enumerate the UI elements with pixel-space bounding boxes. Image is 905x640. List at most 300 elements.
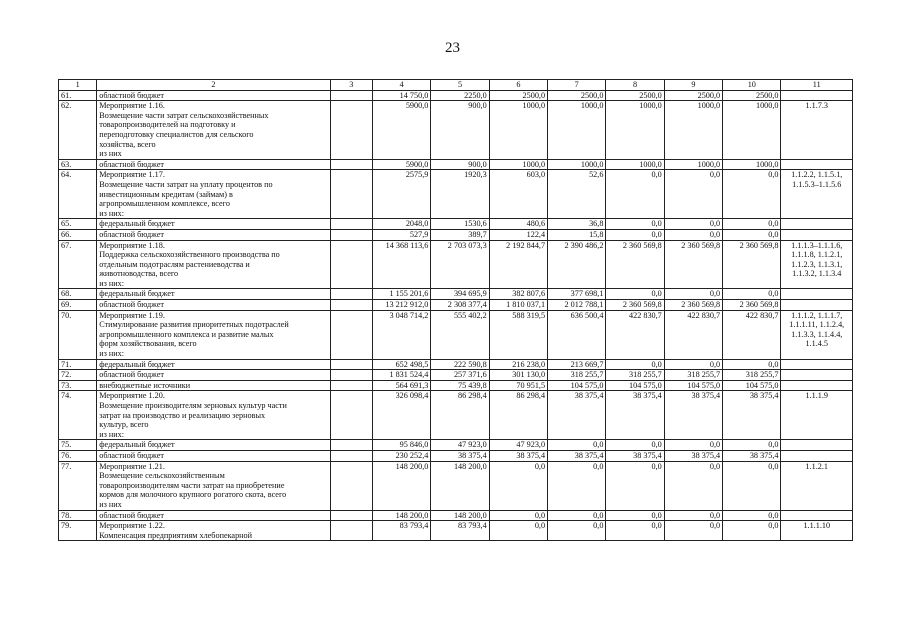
activity-name-cell [97,310,330,359]
header-cell: 10 [723,80,781,91]
target-indicator-cell [781,450,853,461]
amount-cell: 318 255,7 [548,370,606,381]
header-cell: 7 [548,80,606,91]
amount-cell: 47 923,0 [431,440,489,451]
amount-cell: 0,0 [664,170,722,219]
activity-name-line: агропромышленном комплексе, всего [99,199,230,209]
activity-name-line: Стимулирование развития приоритетных подотраслей [99,320,289,330]
target-indicator-line: 1.1.2.3, 1.1.3.1, [791,259,843,269]
activity-name-line: из них: [99,208,125,218]
amount-cell: 1000,0 [664,101,722,160]
amount-cell: 0,0 [664,440,722,451]
target-indicator-cell [781,440,853,451]
activity-name-line: областной бюджет [99,450,164,460]
row-number-cell: 76. [59,450,97,461]
target-indicator-line: 1.1.7.3 [805,101,828,111]
amount-cell: 38 375,4 [489,450,547,461]
table-row [59,229,853,240]
activity-name-line: Возмещение части затрат на уплату процентов по [99,179,273,189]
amount-cell: 1000,0 [723,159,781,170]
activity-name-cell [97,391,330,440]
target-indicator-line: 1.1.5.3–1.1.5.6 [792,179,842,189]
activity-name-line: областной бюджет [99,159,164,169]
amount-cell: 0,0 [664,289,722,300]
activity-name-line: из них: [99,429,125,439]
amount-cell: 301 130,0 [489,370,547,381]
column-3-cell [330,90,372,101]
activity-name-cell [97,440,330,451]
activity-name-line: Возмещение сельскохозяйственным [99,471,225,481]
amount-cell: 318 255,7 [606,370,664,381]
amount-cell: 652 498,5 [372,359,430,370]
column-3-cell [330,240,372,289]
amount-cell: 0,0 [606,510,664,521]
activity-name-line: форм хозяйствования, всего [99,339,197,349]
target-indicator-cell [781,380,853,391]
activity-name-line: Мероприятие 1.22. [99,521,165,531]
amount-cell: 0,0 [606,461,664,510]
amount-cell: 83 793,4 [431,521,489,541]
target-indicator-line: 1.1.4.5 [805,339,828,349]
amount-cell: 75 439,8 [431,380,489,391]
activity-name-line: федеральный бюджет [99,359,175,369]
amount-cell: 0,0 [664,219,722,230]
amount-cell: 5900,0 [372,101,430,160]
column-3-cell [330,370,372,381]
activity-name-line: Поддержка сельскохозяйственного производства по [99,250,280,260]
amount-cell: 2575,9 [372,170,430,219]
amount-cell: 0,0 [723,461,781,510]
column-3-cell [330,229,372,240]
row-number-cell: 61. [59,90,97,101]
activity-name-line: областной бюджет [99,510,164,520]
amount-cell: 1000,0 [606,159,664,170]
amount-cell: 603,0 [489,170,547,219]
row-number-cell: 65. [59,219,97,230]
table-row [59,461,853,510]
amount-cell: 0,0 [606,359,664,370]
amount-cell: 86 298,4 [489,391,547,440]
amount-cell: 2 360 569,8 [606,240,664,289]
row-number-cell: 69. [59,300,97,311]
amount-cell: 1000,0 [664,159,722,170]
header-cell: 4 [372,80,430,91]
target-indicator-line: 1.1.1.9 [805,391,828,401]
activity-name-line: из них [99,149,122,159]
activity-name-line: Компенсация предприятиям хлебопекарной [99,530,253,540]
column-3-cell [330,450,372,461]
amount-cell: 2 360 569,8 [606,300,664,311]
activity-name-line: Мероприятие 1.21. [99,461,165,471]
amount-cell: 38 375,4 [664,450,722,461]
amount-cell: 2 390 486,2 [548,240,606,289]
amount-cell: 0,0 [723,359,781,370]
target-indicator-cell [781,370,853,381]
activity-name-cell [97,380,330,391]
activity-name-line: Мероприятие 1.20. [99,391,165,401]
amount-cell: 38 375,4 [606,391,664,440]
column-3-cell [330,219,372,230]
row-number-cell: 62. [59,101,97,160]
activity-name-line: областной бюджет [99,370,164,380]
table-row [59,380,853,391]
amount-cell: 1000,0 [548,101,606,160]
amount-cell: 0,0 [606,219,664,230]
activity-name-line: Мероприятие 1.17. [99,170,165,180]
target-indicator-line: 1.1.2.2, 1.1.5.1, [791,170,843,180]
amount-cell: 1 810 037,1 [489,300,547,311]
header-cell: 8 [606,80,664,91]
amount-cell: 0,0 [664,521,722,541]
activity-name-line: областной бюджет [99,229,164,239]
header-cell: 11 [781,80,853,91]
amount-cell: 0,0 [723,440,781,451]
amount-cell: 15,8 [548,229,606,240]
amount-cell: 83 793,4 [372,521,430,541]
amount-cell: 47 923,0 [489,440,547,451]
amount-cell: 3 048 714,2 [372,310,430,359]
row-number-cell: 66. [59,229,97,240]
target-indicator-cell [781,300,853,311]
table-body [59,80,853,541]
target-indicator-line: 1.1.1.8, 1.1.2.1, [791,250,843,260]
amount-cell: 0,0 [606,521,664,541]
activity-name-cell [97,370,330,381]
table-row [59,370,853,381]
activity-name-cell [97,289,330,300]
column-3-cell [330,380,372,391]
amount-cell: 38 375,4 [723,450,781,461]
amount-cell: 0,0 [723,521,781,541]
amount-cell: 636 500,4 [548,310,606,359]
row-number-cell: 74. [59,391,97,440]
activity-name-line: Мероприятие 1.18. [99,240,165,250]
amount-cell: 257 371,6 [431,370,489,381]
column-3-cell [330,461,372,510]
table-row [59,219,853,230]
amount-cell: 0,0 [723,219,781,230]
amount-cell: 38 375,4 [548,450,606,461]
amount-cell: 2 012 788,1 [548,300,606,311]
table-row [59,440,853,451]
page-number: 23 [445,40,460,56]
amount-cell: 2 360 569,8 [723,240,781,289]
activity-name-cell [97,170,330,219]
activity-name-line: областной бюджет [99,90,164,100]
row-number-cell: 64. [59,170,97,219]
amount-cell: 148 200,0 [372,461,430,510]
column-3-cell [330,391,372,440]
amount-cell: 0,0 [489,510,547,521]
activity-name-line: областной бюджет [99,300,164,310]
header-cell: 1 [59,80,97,91]
amount-cell: 2 360 569,8 [664,300,722,311]
target-indicator-cell [781,159,853,170]
activity-name-cell [97,450,330,461]
amount-cell: 564 691,3 [372,380,430,391]
activity-name-cell [97,461,330,510]
header-cell: 6 [489,80,547,91]
table-row [59,391,853,440]
amount-cell: 0,0 [548,440,606,451]
amount-cell: 0,0 [606,289,664,300]
amount-cell: 2250,0 [431,90,489,101]
table-row [59,159,853,170]
amount-cell: 104 575,0 [664,380,722,391]
row-number-cell: 72. [59,370,97,381]
amount-cell: 0,0 [548,521,606,541]
activity-name-line: внебюджетные источники [99,380,191,390]
header-cell: 3 [330,80,372,91]
table-row [59,521,853,541]
table-row [59,289,853,300]
amount-cell: 900,0 [431,101,489,160]
activity-name-line: из них: [99,349,125,359]
target-indicator-line: 1.1.2.1 [805,461,828,471]
amount-cell: 422 830,7 [606,310,664,359]
row-number-cell: 75. [59,440,97,451]
amount-cell: 0,0 [664,461,722,510]
amount-cell: 38 375,4 [431,450,489,461]
activity-name-cell [97,219,330,230]
amount-cell: 2 360 569,8 [664,240,722,289]
activity-name-line: федеральный бюджет [99,289,175,299]
amount-cell: 0,0 [548,461,606,510]
amount-cell: 14 750,0 [372,90,430,101]
header-cell: 5 [431,80,489,91]
row-number-cell: 71. [59,359,97,370]
activity-name-line: федеральный бюджет [99,440,175,450]
table-row [59,240,853,289]
amount-cell: 2 360 569,8 [723,300,781,311]
amount-cell: 2500,0 [548,90,606,101]
amount-cell: 0,0 [664,229,722,240]
amount-cell: 318 255,7 [723,370,781,381]
amount-cell: 95 846,0 [372,440,430,451]
amount-cell: 104 575,0 [723,380,781,391]
row-number-cell: 63. [59,159,97,170]
activity-name-line: Мероприятие 1.16. [99,101,165,111]
activity-name-line: Возмещение части затрат сельскохозяйственных [99,110,269,120]
amount-cell: 5900,0 [372,159,430,170]
amount-cell: 0,0 [723,510,781,521]
activity-name-line: агропромышленного комплекса и развитие малых [99,329,274,339]
amount-cell: 38 375,4 [664,391,722,440]
amount-cell: 422 830,7 [723,310,781,359]
amount-cell: 318 255,7 [664,370,722,381]
amount-cell: 148 200,0 [431,510,489,521]
target-indicator-cell [781,240,853,289]
amount-cell: 36,8 [548,219,606,230]
amount-cell: 148 200,0 [431,461,489,510]
activity-name-line: товаропроизводителей на подготовку и [99,120,236,130]
column-3-cell [330,359,372,370]
activity-name-line: Мероприятие 1.19. [99,310,165,320]
table-row [59,450,853,461]
amount-cell: 326 098,4 [372,391,430,440]
header-cell: 9 [664,80,722,91]
amount-cell: 2500,0 [664,90,722,101]
activity-name-line: из них [99,499,122,509]
target-indicator-cell [781,510,853,521]
column-3-cell [330,289,372,300]
table-row [59,510,853,521]
target-indicator-cell [781,521,853,541]
amount-cell: 1000,0 [548,159,606,170]
activity-name-line: животноводства, всего [99,269,179,279]
target-indicator-cell [781,229,853,240]
activity-name-cell [97,510,330,521]
amount-cell: 2500,0 [723,90,781,101]
amount-cell: 1920,3 [431,170,489,219]
activity-name-line: инвестиционным кредитам (займам) в [99,189,233,199]
amount-cell: 2048,0 [372,219,430,230]
activity-name-line: затрат на производство и реализацию зерновых [99,410,266,420]
table-row [59,90,853,101]
column-3-cell [330,521,372,541]
target-indicator-line: 1.1.3.2, 1.1.3.4 [792,269,842,279]
table-row [59,101,853,160]
budget-table [58,79,853,541]
amount-cell: 52,6 [548,170,606,219]
row-number-cell: 79. [59,521,97,541]
amount-cell: 13 212 912,0 [372,300,430,311]
amount-cell: 104 575,0 [548,380,606,391]
amount-cell: 527,9 [372,229,430,240]
row-number-cell: 78. [59,510,97,521]
amount-cell: 0,0 [723,289,781,300]
target-indicator-cell [781,461,853,510]
amount-cell: 422 830,7 [664,310,722,359]
amount-cell: 0,0 [489,461,547,510]
amount-cell: 382 807,6 [489,289,547,300]
target-indicator-line: 1.1.1.2, 1.1.1.7, [791,310,843,320]
amount-cell: 1 155 201,6 [372,289,430,300]
activity-name-cell [97,521,330,541]
amount-cell: 1000,0 [723,101,781,160]
amount-cell: 1000,0 [489,101,547,160]
amount-cell: 0,0 [606,440,664,451]
amount-cell: 389,7 [431,229,489,240]
amount-cell: 216 238,0 [489,359,547,370]
activity-name-line: из них: [99,278,125,288]
target-indicator-cell [781,391,853,440]
amount-cell: 0,0 [606,170,664,219]
amount-cell: 377 698,1 [548,289,606,300]
amount-cell: 38 375,4 [723,391,781,440]
amount-cell: 2 308 377,4 [431,300,489,311]
row-number-cell: 68. [59,289,97,300]
column-3-cell [330,300,372,311]
row-number-cell: 67. [59,240,97,289]
activity-name-line: кормов для молочного крупного рогатого скота, всего [99,490,287,500]
target-indicator-cell [781,310,853,359]
amount-cell: 104 575,0 [606,380,664,391]
amount-cell: 213 669,7 [548,359,606,370]
amount-cell: 2500,0 [489,90,547,101]
table-row [59,310,853,359]
amount-cell: 0,0 [489,521,547,541]
amount-cell: 0,0 [664,510,722,521]
amount-cell: 230 252,4 [372,450,430,461]
target-indicator-cell [781,289,853,300]
target-indicator-cell [781,359,853,370]
activity-name-cell [97,240,330,289]
amount-cell: 588 319,5 [489,310,547,359]
amount-cell: 122,4 [489,229,547,240]
amount-cell: 1000,0 [606,101,664,160]
amount-cell: 0,0 [664,359,722,370]
amount-cell: 2 703 073,3 [431,240,489,289]
amount-cell: 222 590,8 [431,359,489,370]
column-3-cell [330,101,372,160]
activity-name-line: товаропроизводителям части затрат на приобретение [99,480,285,490]
activity-name-cell [97,90,330,101]
table-row [59,170,853,219]
amount-cell: 70 951,5 [489,380,547,391]
row-number-cell: 70. [59,310,97,359]
amount-cell: 900,0 [431,159,489,170]
activity-name-cell [97,359,330,370]
header-cell: 2 [97,80,330,91]
target-indicator-line: 1.1.1.10 [803,521,831,531]
amount-cell: 2 192 844,7 [489,240,547,289]
header-row [59,80,853,91]
activity-name-line: отдельным подотраслям растениеводства и [99,259,250,269]
amount-cell: 86 298,4 [431,391,489,440]
amount-cell: 1000,0 [489,159,547,170]
table-row [59,300,853,311]
row-number-cell: 73. [59,380,97,391]
activity-name-line: хозяйства, всего [99,139,156,149]
target-indicator-line: 1.1.1.11, 1.1.2.4, [789,320,845,330]
amount-cell: 38 375,4 [548,391,606,440]
activity-name-line: Возмещение производителям зерновых культур части [99,401,287,410]
target-indicator-cell [781,90,853,101]
activity-name-line: переподготовку специалистов для сельского [99,129,254,139]
column-3-cell [330,440,372,451]
amount-cell: 394 695,9 [431,289,489,300]
amount-cell: 0,0 [723,170,781,219]
target-indicator-cell [781,101,853,160]
column-3-cell [330,310,372,359]
activity-name-line: культур, всего [99,420,149,430]
amount-cell: 14 368 113,6 [372,240,430,289]
column-3-cell [330,159,372,170]
amount-cell: 0,0 [723,229,781,240]
target-indicator-cell [781,170,853,219]
amount-cell: 0,0 [548,510,606,521]
amount-cell: 1 831 524,4 [372,370,430,381]
amount-cell: 0,0 [606,229,664,240]
activity-name-cell [97,300,330,311]
amount-cell: 555 402,2 [431,310,489,359]
amount-cell: 148 200,0 [372,510,430,521]
amount-cell: 2500,0 [606,90,664,101]
target-indicator-line: 1.1.1.3–1.1.1.6, [791,240,843,250]
amount-cell: 480,6 [489,219,547,230]
target-indicator-line: 1.1.3.3, 1.1.4.4, [791,329,843,339]
activity-name-cell [97,101,330,160]
target-indicator-cell [781,219,853,230]
activity-name-cell [97,159,330,170]
table-row [59,359,853,370]
column-3-cell [330,170,372,219]
activity-name-cell [97,229,330,240]
row-number-cell: 77. [59,461,97,510]
amount-cell: 1530,6 [431,219,489,230]
column-3-cell [330,510,372,521]
